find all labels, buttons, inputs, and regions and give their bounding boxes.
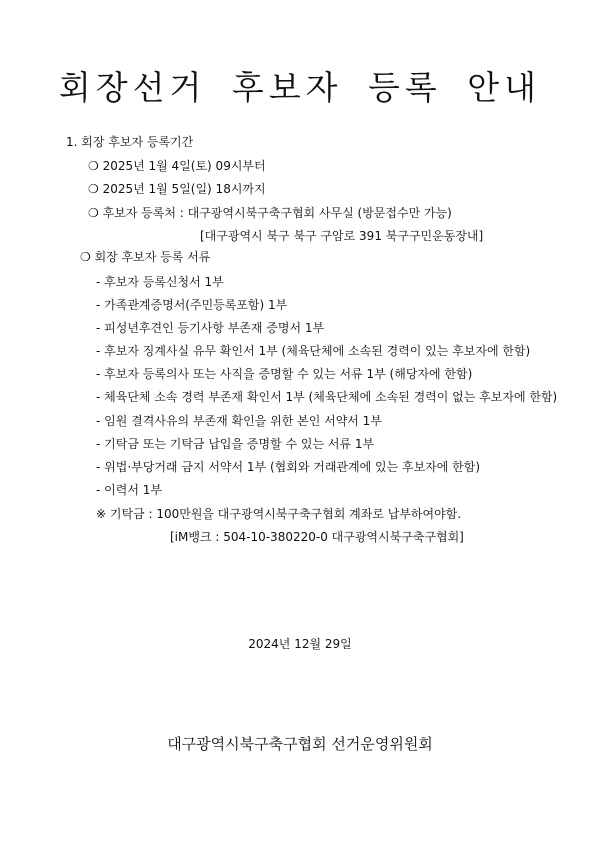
document-item: - 임원 결격사유의 부존재 확인을 위한 본인 서약서 1부: [96, 414, 382, 428]
document-item: - 이력서 1부: [96, 483, 162, 497]
document-item: - 가족관계증명서(주민등록포함) 1부: [96, 298, 288, 312]
registration-location: ❍ 후보자 등록처 : 대구광역시북구축구협회 사무실 (방문접수만 가능): [88, 206, 452, 220]
document-item: - 체육단체 소속 경력 부존재 확인서 1부 (체육단체에 소속된 경력이 없는 후보자에 한함): [96, 390, 558, 404]
document-item: - 피성년후견인 등기사항 부존재 증명서 1부: [96, 321, 325, 335]
document-item: - 후보자 등록의사 또는 사직을 증명할 수 있는 서류 1부 (해당자에 한함): [96, 367, 473, 381]
section-heading: 1. 회장 후보자 등록기간: [66, 135, 194, 149]
registration-address: [대구광역시 북구 북구 구암로 391 북구구민운동장내]: [200, 229, 484, 243]
document-item: - 후보자 등록신청서 1부: [96, 275, 224, 289]
document-item: - 후보자 징계사실 유무 확인서 1부 (체육단체에 소속된 경력이 있는 후보자에 한함): [96, 344, 531, 358]
announcement-date: 2024년 12월 29일: [248, 637, 352, 651]
deposit-note: ※ 기탁금 : 100만원을 대구광역시북구축구협회 계좌로 납부하여야함.: [96, 507, 462, 521]
period-end: ❍ 2025년 1월 5일(일) 18시까지: [88, 182, 266, 196]
page-title: 회장선거 후보자 등록 안내: [58, 68, 542, 107]
document-item: - 기탁금 또는 기탁금 납입을 증명할 수 있는 서류 1부: [96, 437, 375, 451]
document-item: - 위법·부당거래 금지 서약서 1부 (협회와 거래관계에 있는 후보자에 한함): [96, 460, 481, 474]
period-start: ❍ 2025년 1월 4일(토) 09시부터: [88, 159, 266, 173]
organization-name: 대구광역시북구축구협회 선거운영위원회: [167, 735, 433, 753]
documents-heading: ❍ 회장 후보자 등록 서류: [80, 250, 211, 264]
bank-account: [iM뱅크 : 504-10-380220-0 대구광역시북구축구협회]: [170, 530, 464, 544]
